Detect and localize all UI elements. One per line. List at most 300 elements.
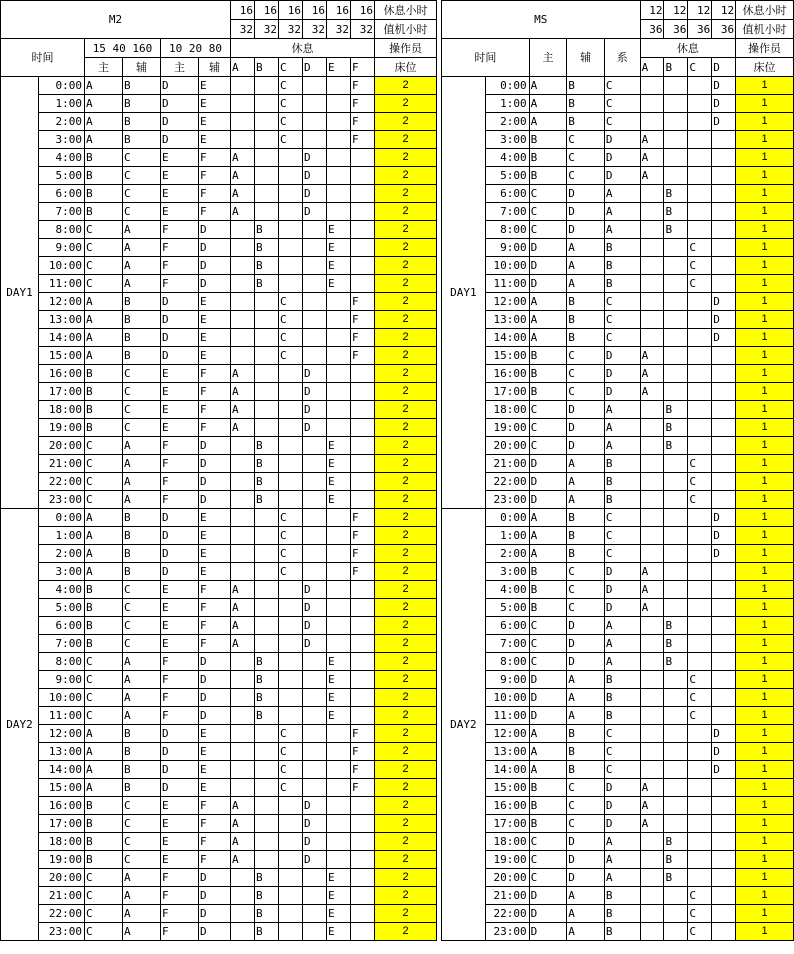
bed-cell: 1 <box>736 833 794 851</box>
table-row <box>1 203 437 221</box>
table-row <box>1 419 437 437</box>
shift-cell: B <box>604 923 640 941</box>
aux-subheader: 辅 <box>123 58 161 77</box>
table-row <box>442 725 794 743</box>
shift-cell: A <box>567 275 605 293</box>
shift-cell <box>712 221 736 239</box>
shift-cell <box>712 833 736 851</box>
shift-cell: F <box>199 833 231 851</box>
time-cell: 18:00 <box>39 833 85 851</box>
shift-cell: F <box>351 77 375 95</box>
shift-cell: A <box>123 437 161 455</box>
time-cell: 22:00 <box>39 905 85 923</box>
shift-cell: A <box>85 527 123 545</box>
shift-cell <box>712 851 736 869</box>
shift-cell <box>327 833 351 851</box>
shift-cell: A <box>640 383 664 401</box>
shift-cell <box>327 635 351 653</box>
shift-cell <box>351 401 375 419</box>
shift-cell <box>688 185 712 203</box>
shift-cell: A <box>123 221 161 239</box>
shift-cell <box>255 761 279 779</box>
table-row <box>442 887 794 905</box>
shift-cell <box>279 635 303 653</box>
shift-cell: D <box>712 311 736 329</box>
shift-cell <box>351 149 375 167</box>
shift-cell: A <box>604 401 640 419</box>
shift-cell <box>640 257 664 275</box>
shift-cell: E <box>161 635 199 653</box>
time-cell: 3:00 <box>39 563 85 581</box>
time-cell: 12:00 <box>39 293 85 311</box>
shift-cell: E <box>199 131 231 149</box>
shift-cell: E <box>327 473 351 491</box>
table-row <box>442 77 794 95</box>
shift-cell <box>688 635 712 653</box>
bed-cell: 2 <box>375 545 437 563</box>
shift-cell <box>303 779 327 797</box>
shift-cell <box>303 923 327 941</box>
shift-cell: B <box>85 365 123 383</box>
shift-cell: A <box>123 653 161 671</box>
shift-cell: C <box>567 599 605 617</box>
shift-cell: A <box>529 725 567 743</box>
shift-cell <box>231 905 255 923</box>
shift-cell: A <box>85 779 123 797</box>
shift-cell <box>640 617 664 635</box>
shift-cell: B <box>567 77 605 95</box>
shift-cell: D <box>199 257 231 275</box>
shift-cell: A <box>604 851 640 869</box>
operator-header: 操作员 <box>375 39 437 58</box>
shift-cell: E <box>199 77 231 95</box>
shift-cell <box>279 185 303 203</box>
shift-cell <box>231 563 255 581</box>
shift-cell <box>255 599 279 617</box>
shift-cell <box>640 851 664 869</box>
shift-cell <box>712 869 736 887</box>
rest-col-header: C <box>279 58 303 77</box>
shift-cell: B <box>604 671 640 689</box>
shift-cell: A <box>640 149 664 167</box>
shift-cell: B <box>85 617 123 635</box>
shift-cell <box>640 455 664 473</box>
shift-cell <box>303 869 327 887</box>
shift-cell: F <box>161 905 199 923</box>
shift-cell: D <box>529 671 567 689</box>
shift-cell <box>351 275 375 293</box>
shift-cell <box>327 311 351 329</box>
shift-cell: F <box>161 689 199 707</box>
shift-cell: A <box>567 905 605 923</box>
shift-cell: C <box>123 149 161 167</box>
table-row <box>442 833 794 851</box>
shift-cell: B <box>85 815 123 833</box>
shift-cell: A <box>231 851 255 869</box>
table-row <box>442 365 794 383</box>
shift-cell: B <box>529 581 567 599</box>
shift-cell: D <box>303 419 327 437</box>
duty-hours-label: 值机小时 <box>375 20 437 39</box>
shift-cell <box>688 383 712 401</box>
time-cell: 0:00 <box>39 509 85 527</box>
shift-cell: D <box>529 239 567 257</box>
time-cell: 19:00 <box>485 419 529 437</box>
shift-cell <box>688 761 712 779</box>
shift-cell: A <box>604 419 640 437</box>
shift-cell <box>303 77 327 95</box>
bed-cell: 2 <box>375 527 437 545</box>
day-label: DAY2 <box>1 509 39 941</box>
shift-cell <box>712 347 736 365</box>
shift-cell <box>279 599 303 617</box>
shift-cell: A <box>85 293 123 311</box>
shift-cell <box>327 185 351 203</box>
shift-cell <box>327 851 351 869</box>
table-row <box>1 473 437 491</box>
shift-cell: D <box>199 869 231 887</box>
shift-cell: C <box>688 455 712 473</box>
shift-cell: B <box>529 599 567 617</box>
shift-cell: D <box>567 635 605 653</box>
shift-cell: F <box>199 419 231 437</box>
shift-cell <box>664 113 688 131</box>
shift-cell: C <box>85 653 123 671</box>
shift-cell: C <box>279 293 303 311</box>
shift-cell <box>303 689 327 707</box>
shift-cell <box>351 221 375 239</box>
shift-cell <box>712 923 736 941</box>
bed-cell: 2 <box>375 851 437 869</box>
shift-cell: E <box>161 851 199 869</box>
shift-cell <box>351 815 375 833</box>
shift-cell: E <box>199 293 231 311</box>
shift-cell <box>664 509 688 527</box>
shift-cell: B <box>664 869 688 887</box>
shift-cell: F <box>161 923 199 941</box>
bed-cell: 2 <box>375 725 437 743</box>
time-cell: 13:00 <box>39 743 85 761</box>
ms-title: MS <box>442 1 641 39</box>
shift-cell <box>640 707 664 725</box>
table-row <box>1 131 437 149</box>
shift-cell <box>664 383 688 401</box>
table-row <box>1 833 437 851</box>
table-row <box>1 761 437 779</box>
shift-cell: D <box>712 545 736 563</box>
shift-cell: A <box>604 635 640 653</box>
shift-cell <box>664 167 688 185</box>
bed-cell: 2 <box>375 221 437 239</box>
shift-cell <box>279 167 303 185</box>
shift-cell: B <box>255 221 279 239</box>
shift-cell: B <box>255 653 279 671</box>
table-row <box>1 77 437 95</box>
shift-cell: E <box>327 869 351 887</box>
shift-cell: B <box>123 95 161 113</box>
shift-cell: E <box>199 311 231 329</box>
shift-cell: D <box>161 311 199 329</box>
shift-cell <box>351 419 375 437</box>
bed-cell: 1 <box>736 617 794 635</box>
bed-cell: 2 <box>375 365 437 383</box>
table-row <box>1 455 437 473</box>
shift-cell <box>279 419 303 437</box>
shift-cell: B <box>123 563 161 581</box>
shift-cell: C <box>85 689 123 707</box>
time-cell: 14:00 <box>485 329 529 347</box>
bed-cell: 1 <box>736 401 794 419</box>
shift-cell: D <box>604 365 640 383</box>
bed-cell: 1 <box>736 509 794 527</box>
shift-cell <box>255 815 279 833</box>
shift-cell: B <box>255 239 279 257</box>
shift-cell <box>351 887 375 905</box>
shift-cell <box>231 743 255 761</box>
shift-cell: A <box>640 131 664 149</box>
shift-cell <box>327 527 351 545</box>
rest-col-header: E <box>327 58 351 77</box>
shift-cell: C <box>123 815 161 833</box>
shift-cell <box>231 347 255 365</box>
shift-cell: C <box>123 599 161 617</box>
shift-cell <box>688 293 712 311</box>
table-row <box>1 239 437 257</box>
shift-cell: B <box>664 401 688 419</box>
shift-cell: A <box>85 545 123 563</box>
shift-cell: C <box>529 185 567 203</box>
shift-cell: C <box>567 815 605 833</box>
shift-cell: A <box>231 149 255 167</box>
shift-cell: B <box>85 203 123 221</box>
shift-cell <box>640 635 664 653</box>
shift-cell <box>688 851 712 869</box>
shift-cell: B <box>604 887 640 905</box>
shift-cell: A <box>604 869 640 887</box>
shift-cell: D <box>199 239 231 257</box>
table-row <box>1 329 437 347</box>
bed-cell: 2 <box>375 743 437 761</box>
shift-cell <box>231 761 255 779</box>
shift-cell <box>351 797 375 815</box>
time-cell: 4:00 <box>485 581 529 599</box>
shift-cell <box>712 365 736 383</box>
shift-cell: F <box>351 347 375 365</box>
shift-cell: E <box>161 833 199 851</box>
table-row <box>1 221 437 239</box>
shift-cell: B <box>85 797 123 815</box>
bed-cell: 2 <box>375 761 437 779</box>
shift-cell: D <box>303 185 327 203</box>
shift-cell: D <box>567 401 605 419</box>
time-cell: 20:00 <box>39 869 85 887</box>
shift-cell: B <box>567 743 605 761</box>
table-row <box>1 671 437 689</box>
shift-cell: D <box>712 95 736 113</box>
shift-cell: D <box>303 851 327 869</box>
shift-cell <box>303 905 327 923</box>
duty-hours-value: 32 <box>279 20 303 39</box>
shift-cell: C <box>529 419 567 437</box>
shift-cell <box>664 347 688 365</box>
shift-cell: E <box>199 725 231 743</box>
table-row <box>1 383 437 401</box>
shift-cell: B <box>255 905 279 923</box>
shift-cell: B <box>604 239 640 257</box>
time-cell: 15:00 <box>485 779 529 797</box>
table-row <box>1 545 437 563</box>
shift-cell: A <box>231 617 255 635</box>
shift-cell <box>327 401 351 419</box>
shift-cell: B <box>85 581 123 599</box>
time-cell: 9:00 <box>485 671 529 689</box>
bed-cell: 2 <box>375 491 437 509</box>
shift-cell: D <box>712 725 736 743</box>
shift-cell <box>640 437 664 455</box>
shift-cell: A <box>529 113 567 131</box>
shift-cell: D <box>199 887 231 905</box>
bed-cell: 1 <box>736 437 794 455</box>
shift-cell: F <box>161 671 199 689</box>
shift-cell: B <box>664 653 688 671</box>
shift-cell: A <box>529 293 567 311</box>
table-row <box>1 293 437 311</box>
shift-cell <box>255 833 279 851</box>
table-row <box>442 671 794 689</box>
bed-cell: 1 <box>736 761 794 779</box>
shift-cell: F <box>161 707 199 725</box>
duty-hours-value: 32 <box>303 20 327 39</box>
time-cell: 5:00 <box>39 599 85 617</box>
shift-cell <box>640 527 664 545</box>
bed-cell: 1 <box>736 149 794 167</box>
shift-cell <box>303 347 327 365</box>
shift-cell: C <box>604 77 640 95</box>
shift-cell <box>231 671 255 689</box>
duty-hours-value: 36 <box>688 20 712 39</box>
shift-cell: B <box>664 203 688 221</box>
shift-cell <box>255 347 279 365</box>
shift-cell: C <box>123 617 161 635</box>
shift-cell <box>664 779 688 797</box>
table-row <box>442 923 794 941</box>
shift-cell: F <box>351 95 375 113</box>
shift-cell <box>303 653 327 671</box>
time-cell: 4:00 <box>39 149 85 167</box>
rest-header: 休息 <box>231 39 375 58</box>
shift-cell <box>303 707 327 725</box>
ms-schedule-table <box>441 0 794 941</box>
shift-cell <box>327 545 351 563</box>
shift-cell: A <box>567 923 605 941</box>
shift-cell: C <box>279 527 303 545</box>
shift-cell: F <box>161 473 199 491</box>
shift-cell: C <box>85 707 123 725</box>
shift-cell <box>688 617 712 635</box>
shift-cell <box>279 653 303 671</box>
shift-cell <box>351 599 375 617</box>
shift-cell <box>303 113 327 131</box>
shift-cell: D <box>567 833 605 851</box>
shift-cell <box>231 437 255 455</box>
bed-cell: 2 <box>375 581 437 599</box>
shift-cell <box>279 365 303 383</box>
shift-cell: A <box>640 797 664 815</box>
bed-cell: 2 <box>375 113 437 131</box>
shift-cell <box>712 887 736 905</box>
bed-cell: 2 <box>375 635 437 653</box>
table-row <box>442 257 794 275</box>
time-cell: 20:00 <box>485 437 529 455</box>
rest-col-header: A <box>231 58 255 77</box>
shift-cell <box>664 905 688 923</box>
shift-cell: A <box>529 329 567 347</box>
shift-cell: C <box>85 923 123 941</box>
shift-cell <box>303 743 327 761</box>
shift-cell <box>303 293 327 311</box>
shift-cell: E <box>327 653 351 671</box>
shift-cell: A <box>640 779 664 797</box>
shift-cell <box>327 365 351 383</box>
shift-cell <box>231 473 255 491</box>
shift-cell: D <box>199 689 231 707</box>
shift-cell: A <box>231 635 255 653</box>
shift-cell <box>664 131 688 149</box>
shift-cell: D <box>604 167 640 185</box>
table-row <box>442 869 794 887</box>
bed-cell: 1 <box>736 563 794 581</box>
shift-cell: A <box>604 203 640 221</box>
shift-cell: B <box>567 527 605 545</box>
shift-cell: C <box>688 275 712 293</box>
duty-hours-value: 36 <box>712 20 736 39</box>
shift-cell <box>351 257 375 275</box>
table-row <box>1 563 437 581</box>
shift-cell <box>640 329 664 347</box>
bed-cell: 2 <box>375 617 437 635</box>
shift-cell <box>279 707 303 725</box>
shift-cell <box>688 527 712 545</box>
shift-cell: E <box>327 221 351 239</box>
shift-cell <box>231 779 255 797</box>
shift-cell: B <box>567 311 605 329</box>
shift-cell <box>255 743 279 761</box>
bed-cell: 1 <box>736 329 794 347</box>
shift-cell: F <box>351 311 375 329</box>
shift-cell: B <box>255 887 279 905</box>
bed-cell: 2 <box>375 923 437 941</box>
time-cell: 3:00 <box>485 131 529 149</box>
shift-cell: B <box>567 95 605 113</box>
rest-hours-label: 休息小时 <box>736 1 794 20</box>
shift-cell <box>279 905 303 923</box>
shift-cell: B <box>85 167 123 185</box>
shift-cell <box>688 869 712 887</box>
shift-cell: B <box>529 383 567 401</box>
shift-cell <box>351 635 375 653</box>
shift-cell <box>303 275 327 293</box>
shift-cell: C <box>279 761 303 779</box>
shift-cell: B <box>85 383 123 401</box>
shift-cell: D <box>199 923 231 941</box>
shift-cell: A <box>529 545 567 563</box>
shift-cell <box>351 869 375 887</box>
shift-cell: C <box>279 95 303 113</box>
shift-cell: A <box>604 833 640 851</box>
table-row <box>442 743 794 761</box>
shift-cell: A <box>85 131 123 149</box>
shift-cell: F <box>161 887 199 905</box>
